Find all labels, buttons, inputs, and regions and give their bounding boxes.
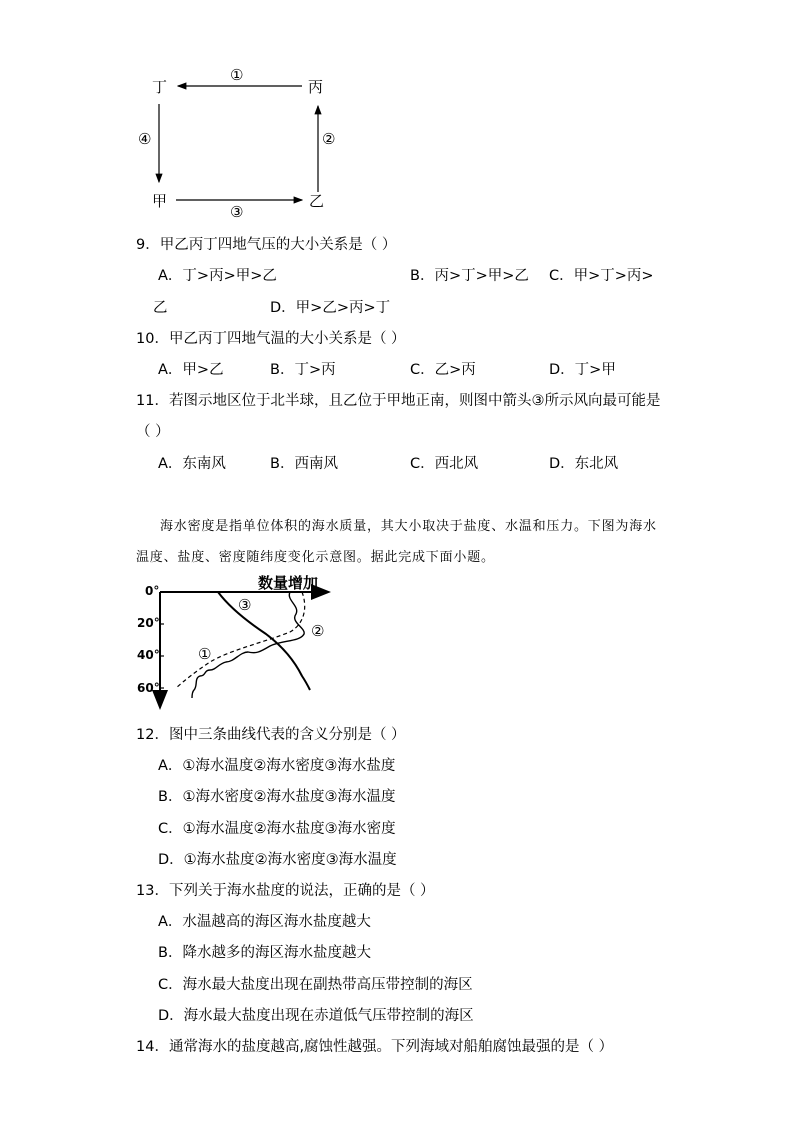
arrow-4-label: ④ [138,130,152,148]
passage-line-2: 温度、盐度、密度随纬度变化示意图。据此完成下面小题。 [136,550,495,565]
arrow-1-label: ① [230,66,244,84]
corner-yi: 乙 [309,192,325,210]
question-stem: 13．下列关于海水盐度的说法，正确的是（ ） [136,883,435,899]
option-d: D．海水最大盐度出现在赤道低气压带控制的海区 [158,1008,474,1024]
option-b: B．丁>丙 [270,362,336,378]
corner-jia: 甲 [152,192,168,210]
question-stem: 10．甲乙丙丁四地气温的大小关系是（ ） [136,331,406,347]
option-c: C．①海水温度②海水盐度③海水密度 [158,821,396,837]
option-b: B．①海水密度②海水盐度③海水温度 [158,789,396,805]
question-stem-continued: （ ） [136,424,170,440]
latitude-chart-svg [130,572,350,712]
option-d: D．东北风 [549,456,619,472]
question-stem: 12．图中三条曲线代表的含义分别是（ ） [136,727,406,743]
option-a: A．甲>乙 [158,362,224,378]
y-tick-label-0: 0° [145,584,160,598]
option-d: D．①海水盐度②海水密度③海水温度 [158,852,397,868]
passage-line-1: 海水密度是指单位体积的海水质量，其大小取决于盐度、水温和压力。下图为海水 [160,519,657,534]
question-stem: 9．甲乙丙丁四地气压的大小关系是（ ） [136,237,397,253]
y-tick-label-20: 20° [137,616,160,630]
y-tick-label-40: 40° [137,648,160,662]
option-d: D．甲>乙>丙>丁 [270,300,391,316]
option-c: C．甲>丁>丙> [549,268,654,284]
option-a: A．①海水温度②海水密度③海水盐度 [158,758,396,774]
corner-bing: 丙 [308,78,324,96]
series-label-1: ① [198,645,212,663]
y-tick-label-60: 60° [137,681,160,695]
series-label-3: ③ [238,596,252,614]
option-c: C．海水最大盐度出现在副热带高压带控制的海区 [158,977,473,993]
option-a: A．丁>丙>甲>乙 [158,268,277,284]
option-b: B．丙>丁>甲>乙 [410,268,529,284]
question-stem: 11．若图示地区位于北半球，且乙位于甲地正南，则图中箭头③所示风向最可能是 [136,393,661,409]
arrow-3-label: ③ [230,203,244,221]
arrow-2-label: ② [322,130,336,148]
option-c: C．乙>丙 [410,362,476,378]
x-axis-label: 数量增加 [258,574,319,592]
series-label-2: ② [311,622,325,640]
corner-ding: 丁 [152,78,168,96]
option-b: B．西南风 [270,456,338,472]
option-c: C．西北风 [410,456,479,472]
option-b: B．降水越多的海区海水盐度越大 [158,945,371,961]
question-stem: 14．通常海水的盐度越高,腐蚀性越强。下列海域对船舶腐蚀最强的是（ ） [136,1039,614,1055]
option-a: A．水温越高的海区海水盐度越大 [158,914,371,930]
option-a: A．东南风 [158,456,226,472]
option-c-continued: 乙 [153,300,168,316]
option-d: D．丁>甲 [549,362,616,378]
